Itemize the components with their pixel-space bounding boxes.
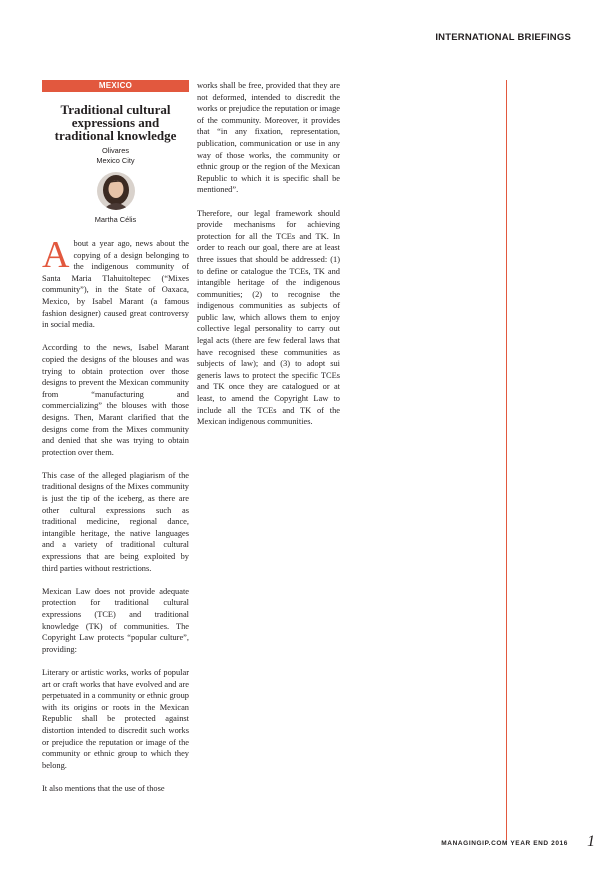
country-tag: MEXICO bbox=[42, 80, 189, 92]
author-name: Martha Célis bbox=[94, 215, 137, 224]
body-paragraph: This case of the alleged plagiarism of the traditional designs of the Mixes community is just the tip of the iceberg, as there are other cultural expressions such as traditional medicine, regional dance, intangible heritage, the native languages and a variety of traditional cultural expressions that are being exploited by third parties without restrictions. bbox=[42, 470, 189, 573]
article-title: Traditional cultural expressions and traditional knowledge bbox=[54, 102, 177, 143]
author-firm: Olivares bbox=[101, 146, 130, 155]
article-column-2 bbox=[197, 80, 340, 439]
body-paragraph: works shall be free, provided that they are not deformed, intended to discredit the works or prejudice the reputation or image of the community. Moreover, it provides that “in any fixation, representation, publication, communication or use in any way of those works, the community or ethnic group or the region of the Mexican Republic to which it is specific shall be mentioned”. bbox=[197, 81, 340, 195]
drop-cap: A bbox=[42, 234, 70, 276]
body-paragraph: Mexican Law does not provide adequate protection for traditional cultural expressions (TCE) and traditional knowledge (TK) of communities. The Copyright Law protects “popular culture”, providing: bbox=[42, 586, 189, 654]
body-paragraph: Therefore, our legal framework should provide mechanisms for achieving protection for all the TCEs and TK. In order to reach our goal, there are at least three issues that should be addressed: (1) to define or catalogue the TCEs, TK and intangible heritage of the indigenous communities; (2) to recognise the indigenous communities as subjects of public law, which allows them to enjoy collective legal personality to carry out legal acts (there are few federal laws that have recognised these communities as subjects of law); and (3) to adopt sui generis laws to protect the specific TCEs and TK once they are catalogued or at least, to amend the Copyright Law to include all the TCEs and TK of the Mexican indigenous communities. bbox=[197, 208, 340, 427]
body-paragraph: It also mentions that the use of those bbox=[42, 783, 165, 793]
body-paragraph: According to the news, Isabel Marant copied the designs of the blouses and was trying to obtain protection over those designs to prevent the Mexican community from “manufacturing and commercializing” the blouses with those designs. Then, Marant clarified that the designs come from the Mixes community and denied that she was trying to obtain protection over them. bbox=[42, 343, 189, 457]
article-column-1 bbox=[42, 80, 189, 806]
column-rule bbox=[506, 80, 507, 840]
lead-text: bout a year ago, news about the copying of a design belonging to the indigenous community of Santa Maria Tlahuitoltepec (“Mixes community”), in the State of Oaxaca, Mexico, by Isabel Marant (a famous fashion designer) caused great controversy in social media. bbox=[42, 239, 189, 330]
page-number: 1 bbox=[587, 833, 595, 850]
section-header: INTERNATIONAL BRIEFINGS bbox=[435, 32, 571, 43]
lead-paragraph bbox=[42, 234, 189, 331]
publication-footer: MANAGINGIP.COM YEAR END 2016 bbox=[441, 840, 568, 847]
author-city: Mexico City bbox=[96, 156, 135, 165]
quoted-law-paragraph: Literary or artistic works, works of popular art or craft works that have evolved and are perpetuated in a community or ethnic group with its origins or roots in the Mexican Republic shall be protected against distortion intended to discredit such works or prejudice the reputation or image of the community or ethnic group to which they belong. bbox=[42, 667, 189, 770]
author-photo bbox=[97, 172, 135, 210]
